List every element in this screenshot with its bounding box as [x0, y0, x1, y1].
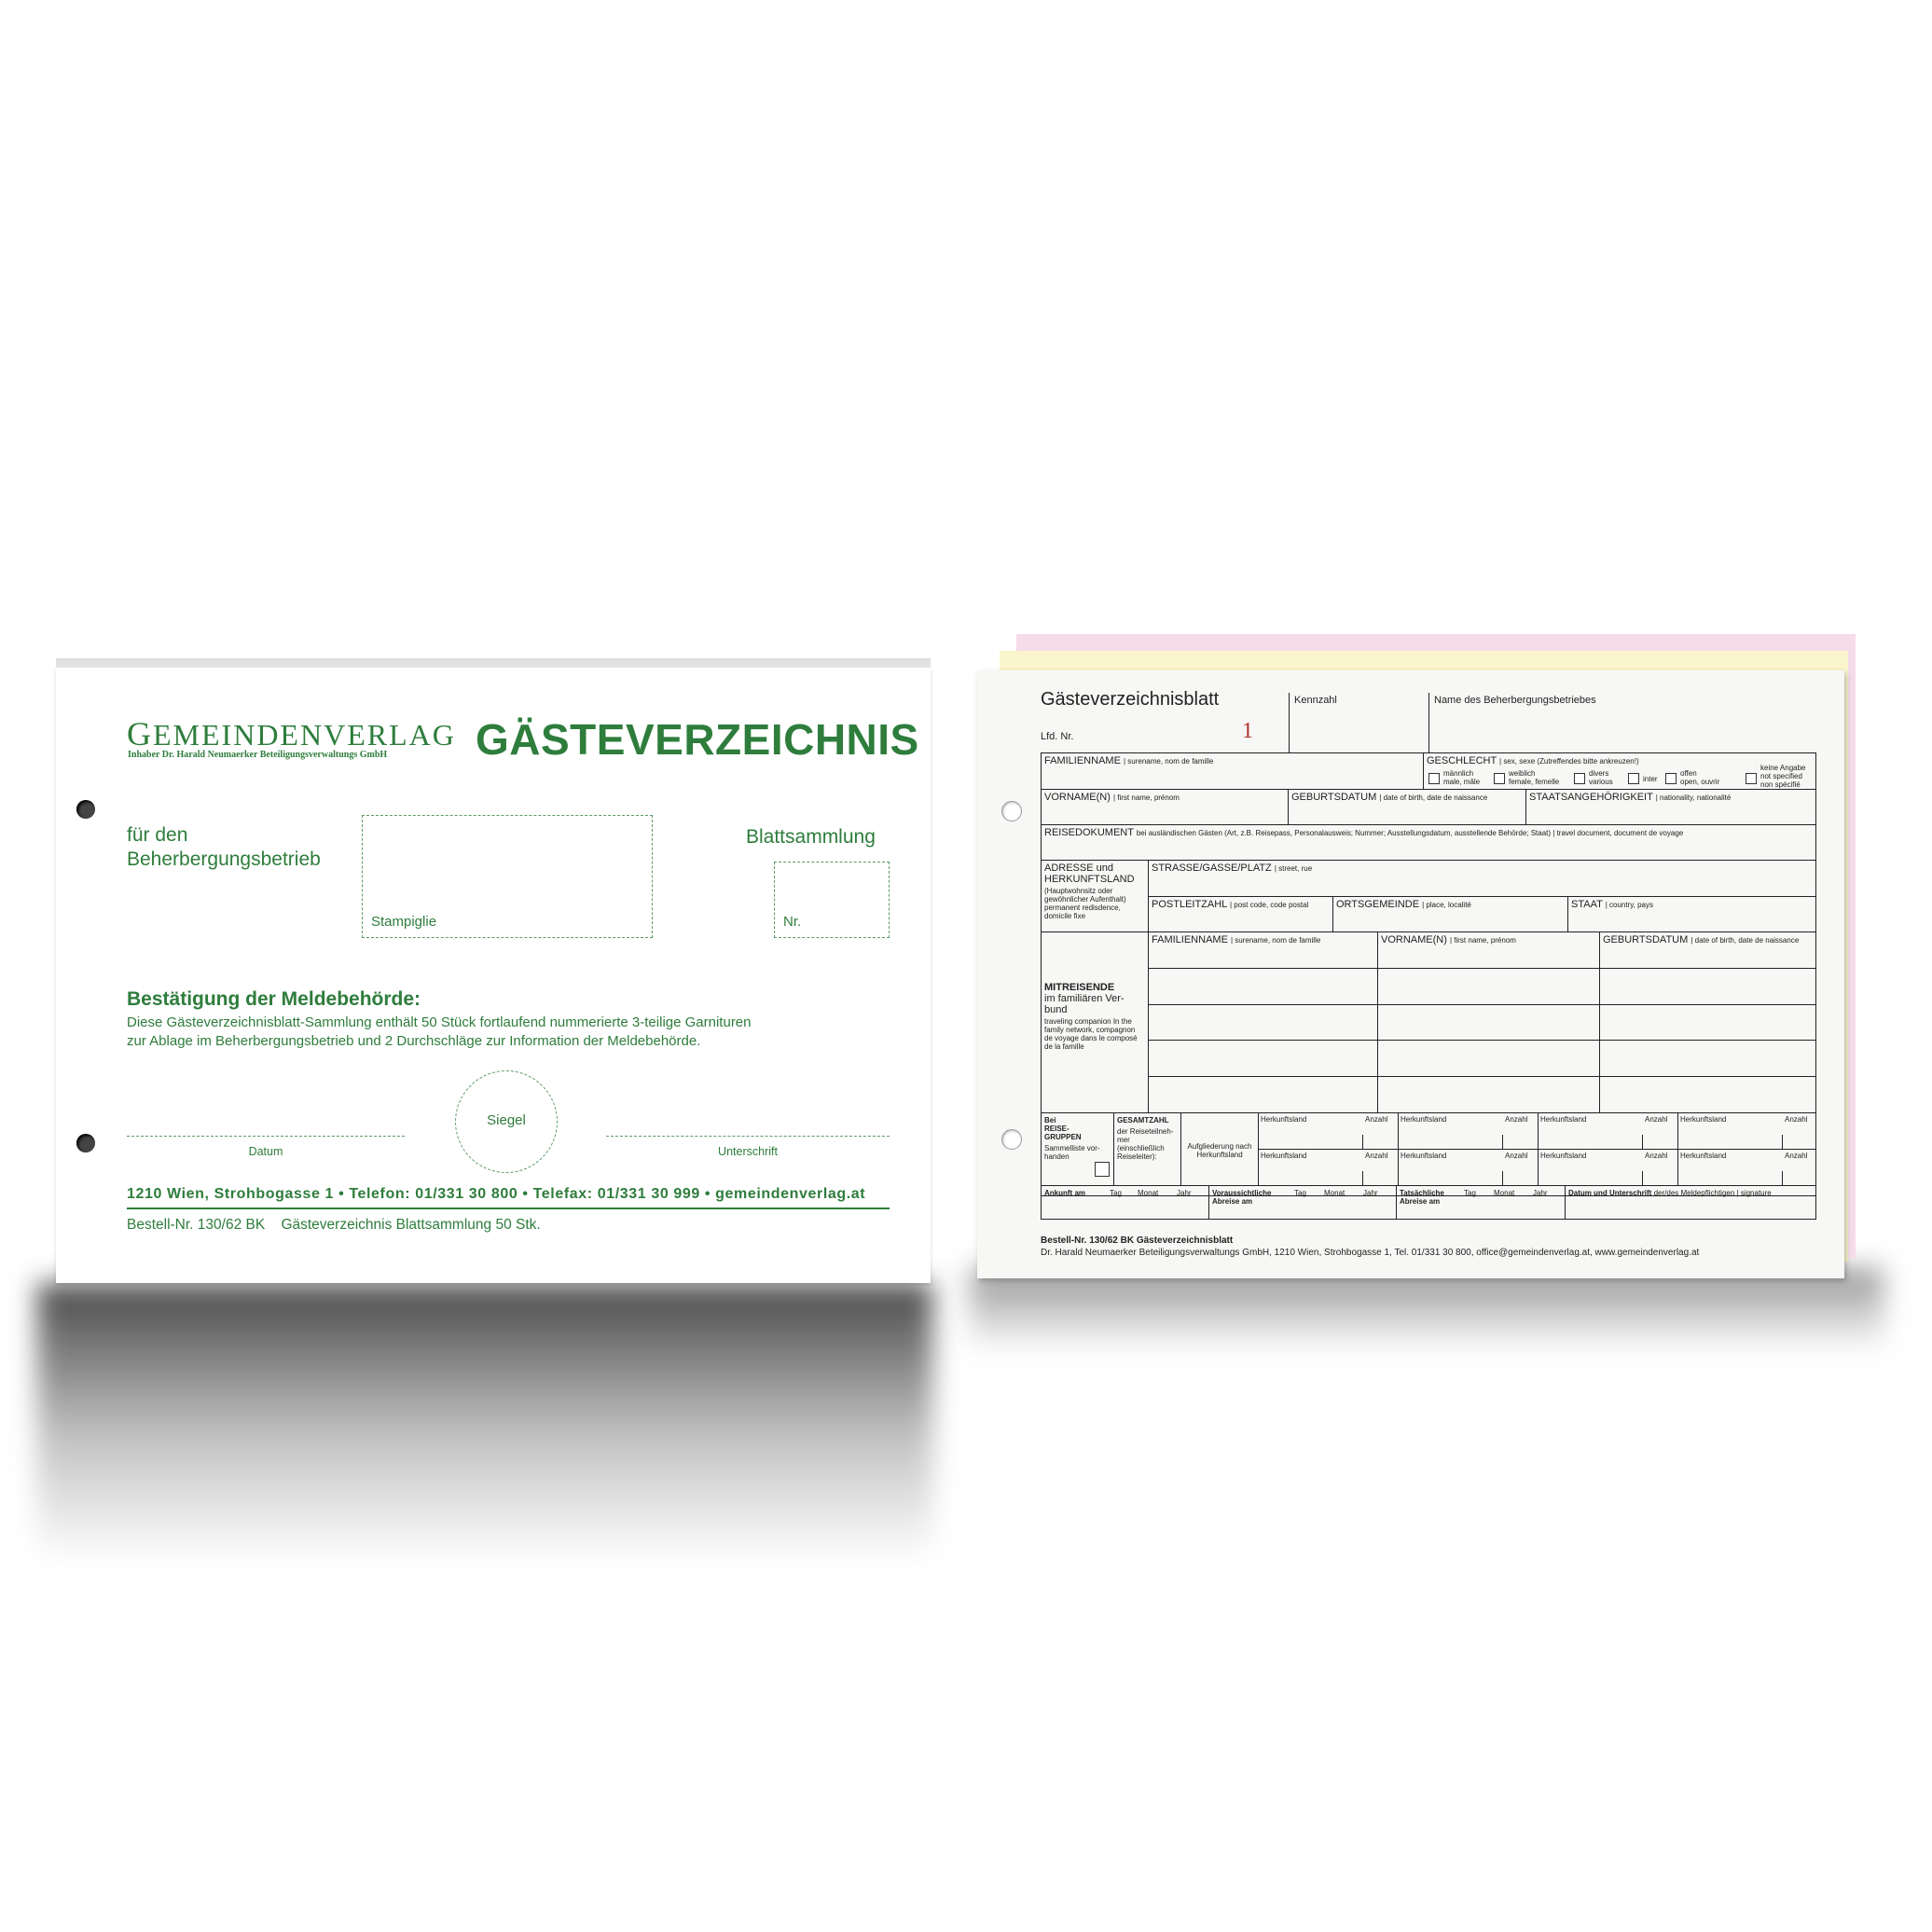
header-label: FAMILIENNAME [1152, 934, 1228, 945]
origin-label: Herkunftsland [1261, 1152, 1307, 1160]
address-label [1044, 862, 1135, 885]
country-field[interactable] [1571, 899, 1653, 910]
nationality-label: STAATSANGEHÖRIGKEIT [1529, 792, 1653, 803]
confirm-line-2: zur Ablage im Beherbergungsbetrieb und 2 Durchschläge zur Information der Meldebehörde. [127, 1033, 701, 1049]
serial-number: 1 [1242, 719, 1253, 743]
origin-label: Herkunftsland [1401, 1115, 1447, 1124]
form-shadow [970, 1268, 1884, 1352]
label-line1: Tatsächliche [1400, 1189, 1444, 1197]
rule [1041, 824, 1816, 825]
origin-label: Herkunftsland [1680, 1152, 1727, 1160]
breakdown-label: Aufgliederung nach Herkunftsland [1187, 1142, 1252, 1159]
registration-form [977, 670, 1844, 1278]
travel-document-field[interactable] [1044, 827, 1683, 838]
header-hint: | first name, prénom [1449, 936, 1516, 945]
count-label: Anzahl [1645, 1115, 1668, 1124]
option-sublabel: male, mâle [1443, 778, 1481, 786]
cover-title: GÄSTEVERZEICHNIS [476, 715, 919, 764]
rule [1041, 860, 1816, 861]
address-label-line2: HERKUNFTSLAND [1044, 874, 1135, 885]
rule [1148, 1004, 1816, 1005]
label-line2: Abreise am [1400, 1197, 1441, 1206]
number-label: Nr. [783, 914, 802, 930]
town-field[interactable] [1336, 899, 1471, 910]
rule [1398, 1112, 1399, 1185]
option-label: weiblich [1509, 769, 1536, 778]
header-hint: | date of birth, date de naissance [1690, 936, 1800, 945]
day-label: Tag [1464, 1189, 1476, 1197]
town-hint: | place, localité [1422, 901, 1471, 909]
group-list-checkbox[interactable] [1095, 1162, 1110, 1177]
signature-line [606, 1136, 890, 1137]
checkbox-inter[interactable] [1628, 773, 1639, 784]
nationality-hint: | nationality, nationalité [1655, 794, 1732, 802]
groups-line2: REISE- [1044, 1125, 1070, 1133]
option-inter: inter [1643, 775, 1658, 783]
count-label: Anzahl [1505, 1152, 1528, 1160]
postcode-label: POSTLEITZAHL [1152, 899, 1227, 910]
rule [1148, 860, 1149, 1112]
year-label: Jahr [1533, 1189, 1548, 1197]
sex-options [1428, 764, 1816, 789]
date-signature-label: Datum und Unterschrift [1568, 1189, 1652, 1197]
option-sublabel: not specified [1760, 772, 1802, 780]
order-number: Bestell-Nr. 130/62 BK [127, 1217, 266, 1233]
travel-document-hint: bei ausländischen Gästen (Art, z.B. Reisepass, Personalausweis; Nummer; Ausstellungsdatum, ausstellende Behörde; Staat) | travel document, document de voyage [1136, 829, 1684, 837]
rule [1332, 896, 1333, 932]
punch-hole [1001, 801, 1022, 821]
punch-hole [1001, 1129, 1022, 1150]
kennzahl-label: Kennzahl [1294, 695, 1337, 706]
total-sublabel: der Reiseteilneh-mer (einschließlich Reiseleiter): [1117, 1127, 1174, 1161]
label-line1: Voraussichtliche [1212, 1189, 1272, 1197]
option-sublabel: female, femelle [1509, 778, 1560, 786]
street-field[interactable] [1152, 862, 1312, 874]
total-label: GESAMTZAHL [1117, 1116, 1169, 1125]
rule [1396, 1185, 1397, 1220]
rule [1782, 1135, 1783, 1149]
rule [1782, 1171, 1783, 1185]
option-label: keine Angabe [1760, 764, 1806, 772]
companions-label-line3: bund [1044, 1004, 1068, 1015]
surname-field[interactable] [1044, 755, 1213, 766]
rule [1567, 896, 1568, 932]
companion-surname-header [1152, 934, 1320, 945]
stamp-label: Stampiglie [371, 914, 437, 930]
count-label: Anzahl [1365, 1152, 1388, 1160]
day-label: Tag [1294, 1189, 1306, 1197]
business-name-label: Name des Beherbergungsbetriebes [1434, 695, 1596, 706]
rule [1148, 896, 1816, 897]
publisher-owner: Inhaber Dr. Harald Neumaerker Beteiligungsverwaltungs GmbH [128, 750, 388, 760]
checkbox-male[interactable] [1428, 773, 1440, 784]
rule [1289, 693, 1290, 752]
day-label: Tag [1110, 1189, 1122, 1197]
origin-grid [1258, 1112, 1816, 1185]
option-diverse [1589, 769, 1613, 786]
for-label-line2: Beherbergungsbetrieb [127, 849, 321, 870]
travel-document-label: REISEDOKUMENT [1044, 827, 1134, 838]
origin-label: Herkunftsland [1261, 1115, 1307, 1124]
groups-line3: GRUPPEN [1044, 1133, 1082, 1141]
companions-label-line1: MITREISENDE [1044, 982, 1115, 993]
option-label: divers [1589, 769, 1609, 778]
option-sublabel: various [1589, 778, 1613, 786]
date-signature-field[interactable] [1568, 1189, 1772, 1197]
rule [1362, 1171, 1363, 1185]
punch-hole [76, 1134, 95, 1152]
confirm-text [127, 1014, 835, 1051]
birthdate-field[interactable] [1291, 792, 1487, 803]
street-label: STRASSE/GASSE/PLATZ [1152, 862, 1272, 874]
companion-birthdate-header [1603, 934, 1799, 945]
rule [1288, 789, 1289, 824]
label-line2: Abreise am [1212, 1197, 1253, 1206]
surname-hint: | surename, nom de famille [1123, 757, 1214, 766]
companions-sublabel: traveling companion In the family network, compagnon de voyage dans le composé de la famille [1044, 1017, 1138, 1051]
rule [1565, 1185, 1566, 1220]
rule [1148, 1076, 1816, 1077]
birthdate-label: GEBURTSDATUM [1291, 792, 1377, 803]
rule [1180, 1112, 1181, 1185]
option-not-specified [1760, 764, 1806, 789]
date-signature-hint: der/des Meldepflichtigen | signature [1653, 1189, 1772, 1197]
firstname-hint: | first name, prénom [1112, 794, 1180, 802]
month-label: Monat [1494, 1189, 1515, 1197]
origin-label: Herkunftsland [1540, 1152, 1587, 1160]
month-label: Monat [1324, 1189, 1346, 1197]
cover-shadow [37, 1283, 932, 1563]
rule [1502, 1171, 1503, 1185]
rule [1642, 1171, 1643, 1185]
companion-firstname-header [1381, 934, 1516, 945]
address-sublabel: (Hauptwohnsitz oder gewöhnlicher Aufenthalt) permanent redisdence, domicile fixe [1044, 887, 1126, 920]
year-label: Jahr [1177, 1189, 1192, 1197]
count-label: Anzahl [1645, 1152, 1668, 1160]
rule [1148, 968, 1816, 969]
checkbox-not-specified[interactable] [1746, 773, 1757, 784]
for-label-line1: für den [127, 824, 188, 846]
seal-label: Siegel [487, 1112, 526, 1128]
birthdate-hint: | date of birth, date de naissance [1379, 794, 1488, 802]
signature-label: Unterschrift [718, 1145, 778, 1158]
cover-sheet [56, 668, 931, 1283]
rule [1538, 1112, 1539, 1185]
rule [1599, 932, 1600, 1112]
count-label: Anzahl [1505, 1115, 1528, 1124]
groups-line1: Bei [1044, 1116, 1056, 1125]
collection-label: Blattsammlung [746, 826, 876, 848]
street-hint: | street, rue [1274, 864, 1313, 873]
nationality-field[interactable] [1529, 792, 1731, 803]
form-publisher-info: Dr. Harald Neumaerker Beteiligungsverwaltungs GmbH, 1210 Wien, Strohbogasse 1, Tel. 01/331 30 800, office@gemeindenverlag.at, www.gemeindenverlag.at [1041, 1248, 1700, 1258]
rule [1642, 1135, 1643, 1149]
rule [1148, 1040, 1816, 1041]
origin-label: Herkunftsland [1680, 1115, 1727, 1124]
rule [1423, 752, 1424, 789]
origin-label: Herkunftsland [1540, 1115, 1587, 1124]
option-sublabel: open, ouvrir [1680, 778, 1720, 786]
form-order-number: Bestell-Nr. 130/62 BK Gästeverzeichnisblatt [1041, 1235, 1234, 1246]
sex-label: GESCHLECHT [1427, 755, 1497, 766]
month-label: Monat [1138, 1189, 1159, 1197]
count-label: Anzahl [1785, 1152, 1808, 1160]
country-label: STAAT [1571, 899, 1603, 910]
header-hint: | surename, nom de famille [1230, 936, 1321, 945]
checkbox-open[interactable] [1665, 773, 1677, 784]
checkbox-female[interactable] [1494, 773, 1505, 784]
option-label: männlich [1443, 769, 1474, 778]
order-info [127, 1217, 541, 1234]
order-description: Gästeverzeichnis Blattsammlung 50 Stk. [281, 1217, 541, 1233]
option-open [1680, 769, 1719, 786]
groups-sublabel: Sammelliste vor-handen [1044, 1144, 1100, 1161]
option-label: offen [1680, 769, 1697, 778]
form-title: Gästeverzeichnisblatt [1041, 689, 1220, 710]
firstname-field[interactable] [1044, 792, 1180, 803]
town-label: ORTSGEMEINDE [1336, 899, 1420, 910]
rule [1525, 789, 1526, 824]
confirm-heading: Bestätigung der Meldebehörde: [127, 988, 421, 1010]
rule [1377, 932, 1378, 1112]
rule [1502, 1135, 1503, 1149]
count-label: Anzahl [1785, 1115, 1808, 1124]
punch-hole [76, 800, 95, 819]
companions-label [1044, 982, 1125, 1015]
firstname-label: VORNAME(N) [1044, 792, 1111, 803]
actual-departure-label [1400, 1189, 1444, 1206]
rule [1362, 1135, 1363, 1149]
option-female [1509, 769, 1559, 786]
publisher-logo: GEMEINDENVERLAG [127, 715, 456, 752]
date-label: Datum [248, 1145, 283, 1158]
arrival-label: Ankunft am [1044, 1189, 1085, 1197]
serial-label: Lfd. Nr. [1041, 731, 1074, 742]
option-sublabel: non spécifié [1760, 780, 1801, 789]
rule [1677, 1112, 1678, 1185]
country-hint: | country, pays [1605, 901, 1653, 909]
origin-label: Herkunftsland [1401, 1152, 1447, 1160]
postcode-hint: | post code, code postal [1229, 901, 1309, 909]
sex-field [1427, 755, 1639, 766]
checkbox-diverse[interactable] [1574, 773, 1585, 784]
confirm-line-1: Diese Gästeverzeichnisblatt-Sammlung enthält 50 Stück fortlaufend nummerierte 3-teilige Garnituren [127, 1014, 752, 1030]
header-label: VORNAME(N) [1381, 934, 1447, 945]
publisher-address: 1210 Wien, Strohbogasse 1 • Telefon: 01/331 30 800 • Telefax: 01/331 30 999 • gemeindenverlag.at [127, 1186, 890, 1209]
address-label-line1: ADRESSE und [1044, 862, 1113, 874]
surname-label: FAMILIENNAME [1044, 755, 1121, 766]
expected-departure-label [1212, 1189, 1271, 1206]
year-label: Jahr [1363, 1189, 1378, 1197]
groups-label [1044, 1116, 1082, 1141]
header-label: GEBURTSDATUM [1603, 934, 1689, 945]
rule [1041, 789, 1816, 790]
sex-hint: | sex, sexe (Zutreffendes bitte ankreuzen!) [1499, 757, 1639, 766]
option-male [1443, 769, 1480, 786]
rule [1208, 1185, 1209, 1220]
count-label: Anzahl [1365, 1115, 1388, 1124]
date-line [127, 1136, 405, 1137]
companions-label-line2: im familiären Ver- [1044, 993, 1125, 1004]
rule [1428, 693, 1429, 752]
postcode-field[interactable] [1152, 899, 1308, 910]
rule [1113, 1112, 1114, 1185]
